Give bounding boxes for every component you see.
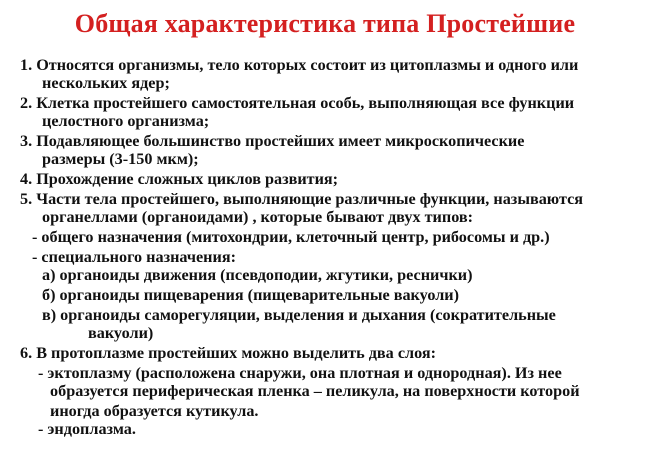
- line-17: - эктоплазму (расположена снаружи, она плотная и однородная). Из нее: [38, 364, 562, 382]
- line-7: 4. Прохождение сложных циклов развития;: [20, 170, 339, 188]
- line-5: 3. Подавляющее большинство простейших имеет микроскопические: [20, 132, 525, 150]
- line-6: размеры (3-150 мкм);: [42, 150, 199, 168]
- line-13: б) органоиды пищеварения (пищеварительные вакуоли): [42, 286, 460, 304]
- line-16: 6. В протоплазме простейших можно выделить два слоя:: [20, 344, 437, 362]
- line-2: нескольких ядер;: [42, 74, 170, 92]
- line-9: органеллами (органоидами) , которые бывают двух типов:: [42, 208, 474, 226]
- line-14: в) органоиды саморегуляции, выделения и дыхания (сократительные: [42, 306, 556, 324]
- line-20: - эндоплазма.: [38, 420, 136, 438]
- line-8: 5. Части тела простейшего, выполняющие различные функции, называются: [20, 190, 584, 208]
- line-18: образуется периферическая пленка – пеликула, на поверхности которой: [50, 382, 580, 400]
- line-12: а) органоиды движения (псевдоподии, жгутики, реснички): [42, 266, 473, 284]
- line-3: 2. Клетка простейшего самостоятельная особь, выполняющая все функции: [20, 94, 575, 112]
- line-10: - общего назначения (митохондрии, клеточный центр, рибосомы и др.): [32, 228, 550, 246]
- line-4: целостного организма;: [42, 112, 210, 130]
- line-19: иногда образуется кутикула.: [50, 402, 259, 420]
- line-1: 1. Относятся организмы, тело которых состоит из цитоплазмы и одного или: [20, 56, 579, 74]
- line-11: - специального назначения:: [32, 248, 236, 266]
- line-15: вакуоли): [88, 324, 154, 342]
- slide-title: Общая характеристика типа Простейшие: [74, 9, 576, 38]
